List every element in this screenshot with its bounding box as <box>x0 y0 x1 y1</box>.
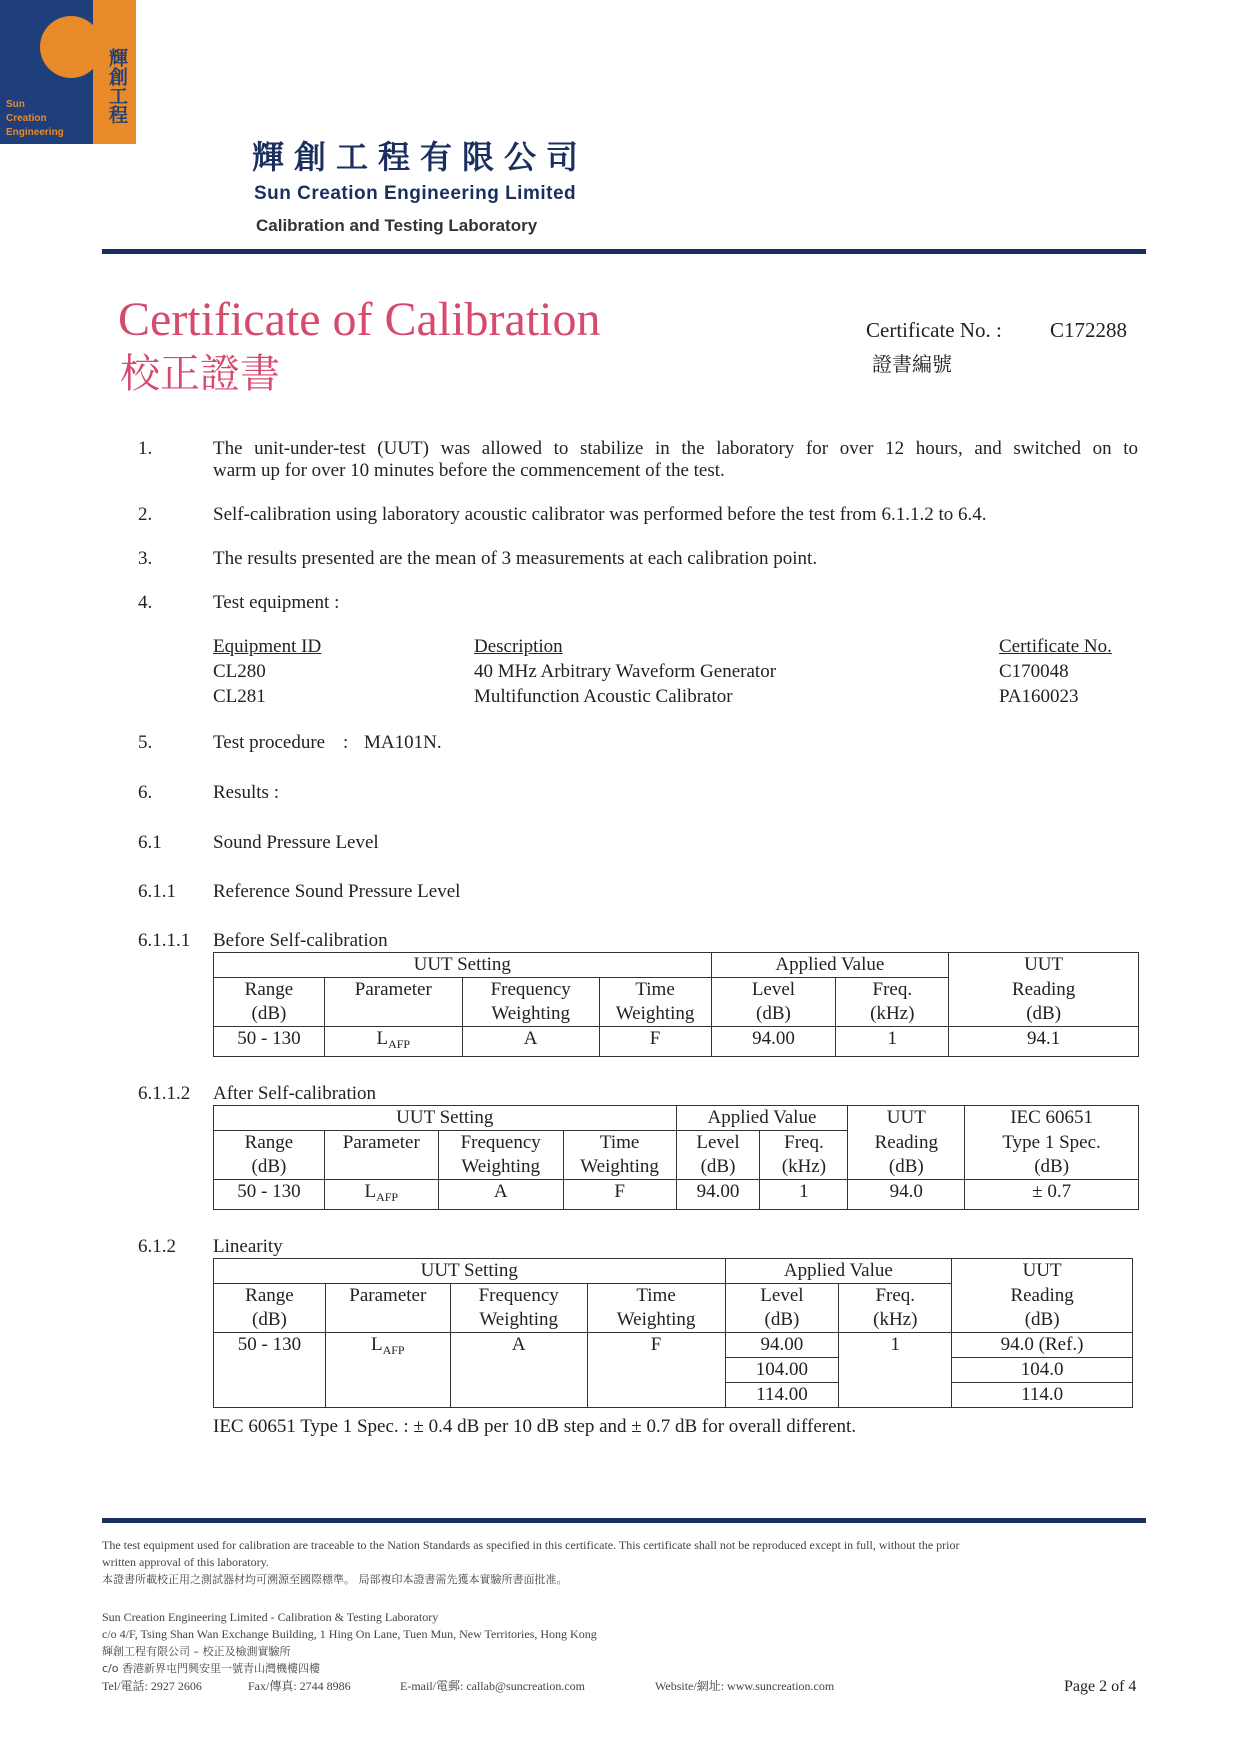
item-text: Self-calibration using laboratory acoustic calibrator was performed before the test from 6.1.1.2 to 6.4. <box>213 504 987 525</box>
test-procedure-value: MA101N. <box>364 732 442 753</box>
uut-reading-header: UUT <box>848 1106 965 1131</box>
range-header: Range (dB) <box>214 1284 326 1333</box>
uut-reading-header: UUT <box>952 1259 1133 1284</box>
test-procedure-label: Test procedure <box>213 732 326 753</box>
freq-cell: 1 <box>839 1333 952 1408</box>
item-text: The results presented are the mean of 3 measurements at each calibration point. <box>213 548 818 569</box>
section-title: Reference Sound Pressure Level <box>213 881 461 902</box>
section-title: Sound Pressure Level <box>213 832 379 853</box>
equip-header-cert: Certificate No. <box>999 636 1112 657</box>
table-row <box>214 1180 1139 1210</box>
item-number: 1. <box>138 438 153 459</box>
logo-circle <box>40 16 102 78</box>
item-number: 3. <box>138 548 153 569</box>
equip-desc: Multifunction Acoustic Calibrator <box>474 686 733 707</box>
equip-header-id: Equipment ID <box>213 636 322 657</box>
level-cell: 114.00 <box>725 1383 839 1408</box>
item-number: 4. <box>138 592 153 613</box>
range-cell: 50 - 130 <box>214 1333 326 1408</box>
equip-id: CL280 <box>213 661 266 682</box>
parameter-header: Parameter <box>324 1131 438 1180</box>
section-number: 6.1.2 <box>138 1236 176 1257</box>
item-number: 2. <box>138 504 153 525</box>
logo-en-text: Sun Creation Engineering <box>6 99 64 138</box>
freq-header: Freq. (kHz) <box>760 1131 848 1180</box>
lab-name: Calibration and Testing Laboratory <box>256 216 538 235</box>
item-text: Results : <box>213 782 279 803</box>
equip-id: CL281 <box>213 686 266 707</box>
item-number: 6. <box>138 782 153 803</box>
section-number: 6.1.1 <box>138 881 176 902</box>
spec-cell: ± 0.7 <box>965 1180 1139 1210</box>
range-cell: 50 - 130 <box>214 1180 325 1210</box>
logo-cn-text: 輝創工程 <box>106 48 128 124</box>
level-header: Level (dB) <box>676 1131 760 1180</box>
level-cell: 104.00 <box>725 1358 839 1383</box>
freq-weighting-header: Frequency Weighting <box>450 1284 587 1333</box>
certificate-title: Certificate of Calibration <box>118 293 601 346</box>
section-number: 6.1.1.1 <box>138 930 191 951</box>
equip-cert: PA160023 <box>999 686 1079 707</box>
time-weighting-cell: F <box>599 1027 711 1057</box>
cert-no-label-cn: 證書編號 <box>872 352 952 376</box>
footer-tel: Tel/電話: 2927 2606 <box>102 1679 202 1693</box>
parameter-header: Parameter <box>325 1284 450 1333</box>
freq-header: Freq. (kHz) <box>839 1284 952 1333</box>
reading-header: Reading (dB) <box>848 1131 965 1180</box>
after-self-calibration-table <box>213 1105 1139 1210</box>
company-logo <box>0 0 136 144</box>
level-header: Level (dB) <box>711 978 836 1027</box>
time-weighting-cell: F <box>587 1333 725 1408</box>
parameter-cell: $L_{AFP}$ <box>324 1027 462 1057</box>
freq-weighting-header: Frequency Weighting <box>438 1131 563 1180</box>
uut-setting-header: UUT Setting <box>214 1259 726 1284</box>
cert-no-label: Certificate No. : <box>866 318 1002 342</box>
range-cell: 50 - 130 <box>214 1027 325 1057</box>
reading-header: Reading (dB) <box>949 978 1139 1027</box>
before-self-calibration-table <box>213 952 1139 1057</box>
test-procedure-sep: : <box>343 732 349 753</box>
footer-email: E-mail/電郵: callab@suncreation.com <box>400 1679 585 1693</box>
linearity-spec-note: IEC 60651 Type 1 Spec. : ± 0.4 dB per 10 dB step and ± 0.7 dB for overall different. <box>213 1416 857 1437</box>
freq-weighting-cell: A <box>438 1180 563 1210</box>
reading-cell: 114.0 <box>952 1383 1133 1408</box>
freq-header: Freq. (kHz) <box>836 978 949 1027</box>
reading-cell: 94.1 <box>949 1027 1139 1057</box>
parameter-cell: $L_{AFP}$ <box>324 1180 438 1210</box>
reading-cell: 94.0 <box>848 1180 965 1210</box>
section-title: Linearity <box>213 1236 283 1257</box>
section-number: 6.1 <box>138 832 162 853</box>
freq-weighting-cell: A <box>450 1333 587 1408</box>
section-number: 6.1.1.2 <box>138 1083 191 1104</box>
spec-header: IEC 60651 <box>965 1106 1139 1131</box>
company-name-en: Sun Creation Engineering Limited <box>254 183 577 204</box>
level-cell: 94.00 <box>711 1027 836 1057</box>
uut-setting-header: UUT Setting <box>214 953 712 978</box>
time-weighting-header: Time Weighting <box>599 978 711 1027</box>
time-weighting-cell: F <box>563 1180 676 1210</box>
footer-disclaimer: The test equipment used for calibration are traceable to the Nation Standards as specified in this certificate. This certificate shall not be reproduced except in full, without the prior written approval of this laboratory. 本證書所載校正用之測試器材均可溯源至國際標準。 局部複印本證書需先獲本實驗所書面批准。 <box>102 1538 960 1586</box>
time-weighting-header: Time Weighting <box>563 1131 676 1180</box>
freq-cell: 1 <box>836 1027 949 1057</box>
equip-desc: 40 MHz Arbitrary Waveform Generator <box>474 661 777 682</box>
table-row <box>214 1333 1133 1358</box>
company-name-cn: 輝創工程有限公司 <box>252 138 589 176</box>
freq-weighting-header: Frequency Weighting <box>462 978 599 1027</box>
table-row <box>214 1027 1139 1057</box>
uut-setting-header: UUT Setting <box>214 1106 677 1131</box>
reading-cell: 94.0 (Ref.) <box>952 1333 1133 1358</box>
footer-rule <box>102 1518 1146 1523</box>
section-title: Before Self-calibration <box>213 930 388 951</box>
freq-cell: 1 <box>760 1180 848 1210</box>
parameter-cell: $L_{AFP}$ <box>325 1333 450 1408</box>
item-text: Test equipment : <box>213 592 340 613</box>
level-header: Level (dB) <box>725 1284 839 1333</box>
parameter-header: Parameter <box>324 978 462 1027</box>
level-cell: 94.00 <box>725 1333 839 1358</box>
footer-website: Website/網址: www.suncreation.com <box>655 1679 835 1693</box>
section-title: After Self-calibration <box>213 1083 377 1104</box>
item-number: 5. <box>138 732 153 753</box>
freq-weighting-cell: A <box>462 1027 599 1057</box>
page-number: Page 2 of 4 <box>1064 1678 1137 1695</box>
applied-value-header: Applied Value <box>676 1106 848 1131</box>
level-cell: 94.00 <box>676 1180 760 1210</box>
equip-header-desc: Description <box>474 636 563 657</box>
footer-fax: Fax/傳真: 2744 8986 <box>248 1679 351 1693</box>
linearity-table <box>213 1258 1133 1408</box>
item-text: The unit-under-test (UUT) was allowed to stabilize in the laboratory for over 12 hours, and switched on to warm up for over 10 minutes before the commencement of the test. <box>213 438 1138 481</box>
equip-cert: C170048 <box>999 661 1069 682</box>
cert-no-value: C172288 <box>1050 318 1128 342</box>
applied-value-header: Applied Value <box>725 1259 952 1284</box>
time-weighting-header: Time Weighting <box>587 1284 725 1333</box>
header-rule <box>102 249 1146 254</box>
range-header: Range (dB) <box>214 1131 325 1180</box>
spec-subheader: Type 1 Spec. (dB) <box>965 1131 1139 1180</box>
reading-cell: 104.0 <box>952 1358 1133 1383</box>
footer-address: Sun Creation Engineering Limited - Calibration & Testing Laboratory c/o 4/F, Tsing Shan Wan Exchange Building, 1 Hing On Lane, Tuen Mun, New Territories, Hong Kong 輝創工程有限公司 – 校正及檢測實驗所 c/o 香港新界屯門興安里一號青山灣機樓四樓 <box>102 1610 597 1675</box>
applied-value-header: Applied Value <box>711 953 949 978</box>
certificate-title-cn: 校正證書 <box>120 351 280 397</box>
range-header: Range (dB) <box>214 978 325 1027</box>
uut-reading-header: UUT <box>949 953 1139 978</box>
reading-header: Reading (dB) <box>952 1284 1133 1333</box>
